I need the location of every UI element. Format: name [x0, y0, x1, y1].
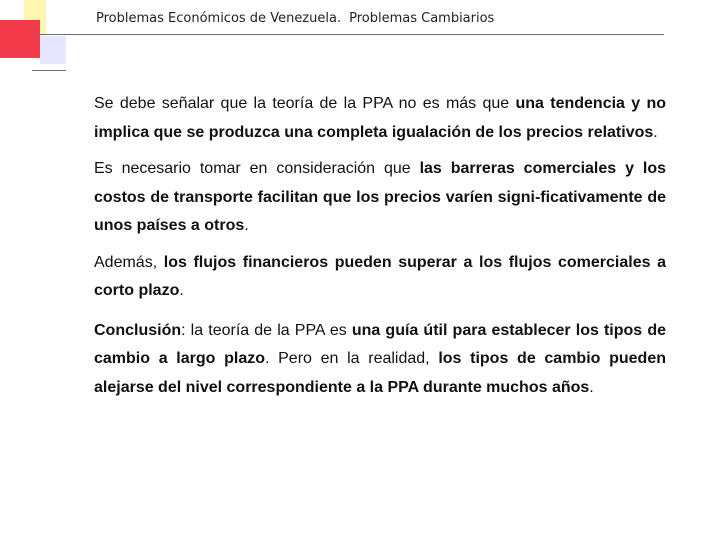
paragraph-text: . Pero en la realidad, [265, 350, 439, 367]
decor-short-rule [32, 70, 66, 71]
paragraph-text: Se debe señalar que la teoría de la PPA no es más que [94, 95, 516, 112]
paragraph-text: . [179, 282, 184, 299]
paragraph-emphasis: las barreras comerciales y los costos de transporte facilitan que los precios varíen signi-ficativamente de unos países a otros [94, 160, 666, 234]
paragraph-emphasis-ppa: PPA [387, 378, 419, 396]
conclusion-label: Conclusión [94, 321, 182, 339]
paragraph-emphasis: durante muchos años [418, 378, 590, 396]
paragraph-emphasis: los tipos de cambio pueden alejarse del nivel correspondiente a la [94, 350, 667, 396]
paragraph-text: Es necesario tomar en consideración que [94, 160, 420, 177]
slide-body [94, 90, 666, 410]
paragraph-emphasis: una tendencia y no implica que se produzca una completa igualación de los precios relativos [94, 95, 666, 141]
header-subtitle: Problemas Cambiarios [349, 11, 495, 26]
paragraph-text: . [589, 378, 594, 396]
paragraph-trade-barriers [94, 155, 666, 241]
paragraph-conclusion [94, 317, 666, 403]
paragraph-text: . [244, 217, 249, 234]
paragraph-text: : la teoría de la PPA es [181, 321, 352, 339]
paragraph-ppa-tendency [94, 90, 666, 147]
decor-blue-square [40, 36, 66, 64]
header-rule [38, 34, 664, 35]
paragraph-financial-flows [94, 249, 666, 306]
slide-header [96, 11, 494, 26]
paragraph-text: Además, [94, 253, 164, 271]
paragraph-text: . [653, 123, 658, 141]
paragraph-emphasis: una guía útil para establecer los tipos de cambio a largo plazo [94, 321, 666, 367]
header-title: Problemas Económicos de Venezuela. [96, 11, 342, 26]
decor-red-square [0, 20, 40, 58]
paragraph-emphasis: los flujos financieros pueden superar a los flujos comerciales a corto plazo [94, 253, 666, 299]
